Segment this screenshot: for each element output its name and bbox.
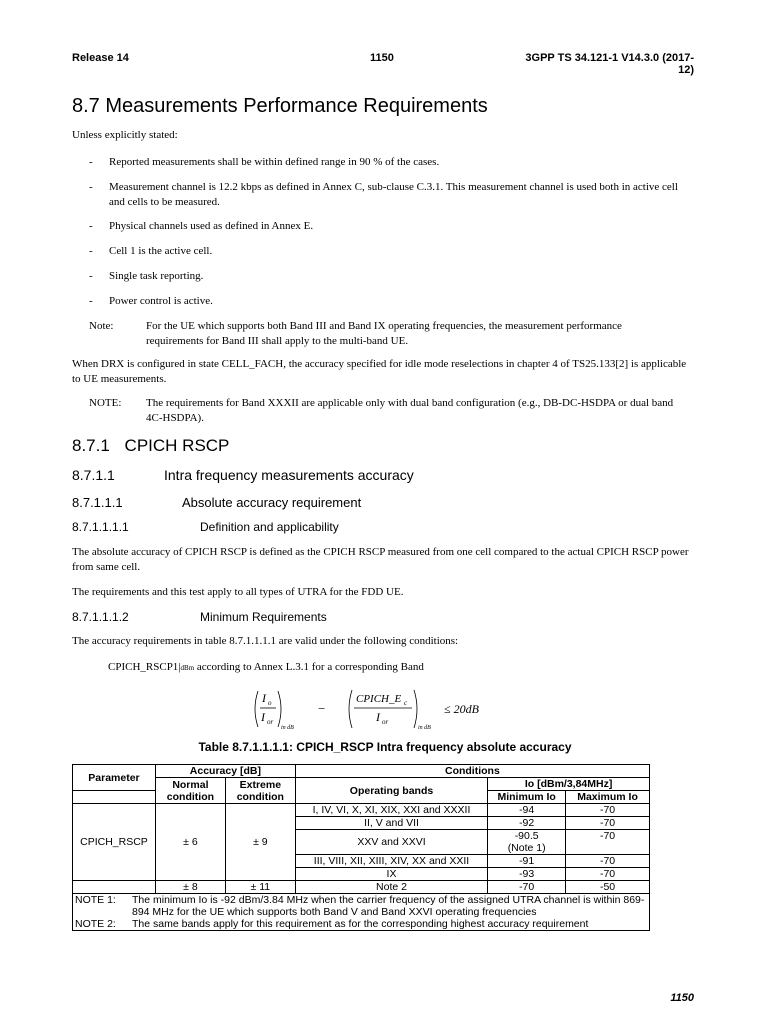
cell-parameter: CPICH_RSCP: [73, 804, 156, 881]
formula-lhs-numerator-sub: o: [268, 699, 272, 707]
cell-normal: ± 6: [155, 804, 225, 881]
cell-parameter-empty: [73, 881, 156, 894]
subsection-heading-871: [72, 436, 692, 458]
table-note-text: The minimum Io is -92 dBm/3.84 MHz when the carrier frequency of the assigned UTRA channel is within 869-894 MHz for the UE which supports both Band V and Band XXVI operating frequencies: [132, 894, 645, 918]
cell-extreme: ± 11: [225, 881, 295, 894]
formula-rhs-numerator-sub: c: [404, 699, 408, 707]
cell-max-io: -70: [566, 855, 650, 868]
subsection-heading-871112: [72, 610, 692, 626]
cell-bands: III, VIII, XII, XIII, XIV, XX and XXII: [295, 855, 487, 868]
cell-bands: I, IV, VI, X, XI, XIX, XXI and XXXII: [295, 804, 487, 817]
formula-lhs-numerator: I: [262, 691, 266, 705]
table-header-row: [73, 765, 650, 778]
cell-bands: XXV and XXVI: [295, 830, 487, 855]
section-number: 8.7: [72, 95, 100, 117]
accuracy-table: [72, 764, 650, 931]
table-note: [75, 894, 647, 918]
cell-min-io: [488, 830, 566, 855]
heading-title: Intra frequency measurements accuracy: [164, 467, 414, 483]
applicability-paragraph: The requirements and this test apply to all types of UTRA for the FDD UE.: [72, 586, 404, 598]
cell-min-io: -70: [488, 881, 566, 894]
header-parameter-spacer: [73, 791, 156, 804]
cpich-subscript: dBm: [180, 664, 195, 672]
header-max-io: Maximum Io: [566, 791, 650, 804]
heading-number: 8.7.1.1.1: [72, 495, 123, 510]
note-label: NOTE:: [89, 397, 122, 409]
section-heading: [72, 95, 692, 121]
formula-lhs-unit: in dB: [281, 725, 294, 731]
cell-max-io: -70: [566, 804, 650, 817]
table-caption: Table 8.7.1.1.1.1: CPICH_RSCP Intra frequency absolute accuracy: [198, 740, 572, 754]
formula-rhs-numerator: CPICH_E: [356, 693, 402, 705]
drx-paragraph: When DRX is configured in state CELL_FACH, the accuracy specified for idle mode reselections in chapter 4 of TS25.133[2] is applicable to UE measurements.: [72, 358, 687, 385]
subsection-heading-8711: [72, 467, 692, 487]
note-text: The requirements for Band XXXII are applicable only with dual band configuration (e.g., DB-DC-HSDPA or dual band 4C-HSDPA).: [146, 397, 674, 424]
cpich-text: according to Annex L.3.1 for a corresponding Band: [194, 661, 424, 673]
subsection-heading-87111: [72, 495, 692, 513]
footer-page-number: 1150: [670, 992, 694, 1004]
heading-number: 8.7.1.1: [72, 467, 115, 483]
header-normal: Normal condition: [155, 778, 225, 804]
table-note-label: NOTE 2:: [75, 918, 116, 930]
cell-min-io: -92: [488, 817, 566, 830]
cell-max-io: -70: [566, 830, 650, 855]
heading-title: Minimum Requirements: [200, 610, 327, 624]
header-accuracy: Accuracy [dB]: [155, 765, 295, 778]
cpich-condition-line: [108, 660, 688, 676]
heading-number: 8.7.1.1.1.1: [72, 520, 129, 534]
header-io: Io [dBm/3,84MHz]: [488, 778, 650, 791]
cell-extreme: ± 9: [225, 804, 295, 881]
formula-rhs-denominator-sub: or: [382, 718, 389, 726]
accuracy-condition-formula: [248, 686, 508, 732]
formula-lhs-denominator: I: [261, 710, 265, 724]
header-min-io: Minimum Io: [488, 791, 566, 804]
heading-title: Absolute accuracy requirement: [182, 495, 362, 510]
table-header-row: [73, 778, 650, 791]
cell-bands: Note 2: [295, 881, 487, 894]
cell-max-io: -50: [566, 881, 650, 894]
cell-min-io: -93: [488, 868, 566, 881]
cell-min-io-note: (Note 1): [507, 842, 546, 854]
header-conditions: Conditions: [295, 765, 649, 778]
formula-rhs-denominator: I: [376, 710, 380, 724]
cpich-label: CPICH_RSCP1|: [108, 661, 181, 673]
table-notes: [73, 894, 650, 931]
header-page-number: 1150: [370, 52, 394, 64]
subsection-heading-871111: [72, 520, 692, 536]
cell-bands: II, V and VII: [295, 817, 487, 830]
formula-minus: −: [318, 701, 326, 716]
cell-min-io: -91: [488, 855, 566, 868]
bullet-text: Power control is active.: [109, 295, 213, 307]
formula-rhs-unit: in dB: [418, 725, 431, 731]
section-title: Measurements Performance Requirements: [105, 95, 488, 117]
intro-text: Unless explicitly stated:: [72, 129, 178, 141]
cell-normal: ± 8: [155, 881, 225, 894]
bullet-text: Single task reporting.: [109, 270, 204, 282]
cell-min-io: -94: [488, 804, 566, 817]
heading-number: 8.7.1.1.1.2: [72, 610, 129, 624]
conditions-paragraph: The accuracy requirements in table 8.7.1.1.1.1 are valid under the following conditions:: [72, 635, 459, 647]
bullet-text: Measurement channel is 12.2 kbps as defined in Annex C, sub-clause C.3.1. This measurement channel is used both in active cell and cells to be measured.: [109, 181, 678, 208]
header-parameter: Parameter: [73, 765, 156, 791]
definition-paragraph: The absolute accuracy of CPICH RSCP is defined as the CPICH RSCP measured from one cell compared to the actual CPICH RSCP power from same cell.: [72, 546, 689, 573]
bullet-text: Reported measurements shall be within defined range in 90 % of the cases.: [109, 156, 440, 168]
header-release: Release 14: [72, 52, 129, 64]
heading-title: CPICH RSCP: [124, 436, 230, 455]
formula-relation: ≤ 20dB: [444, 702, 479, 716]
cell-max-io: -70: [566, 817, 650, 830]
table-notes-row: [73, 894, 650, 931]
cell-max-io: -70: [566, 868, 650, 881]
bullet-text: Physical channels used as defined in Annex E.: [109, 220, 314, 232]
note-text: For the UE which supports both Band III and Band IX operating frequencies, the measurement performance requirements for Band III shall apply to the multi-band UE.: [146, 320, 622, 347]
table-note-text: The same bands apply for this requirement as for the corresponding highest accuracy requirement: [132, 918, 589, 930]
table-note: [75, 918, 647, 930]
bullet-text: Cell 1 is the active cell.: [109, 245, 213, 257]
heading-number: 8.7.1: [72, 436, 110, 455]
formula-lhs-denominator-sub: or: [267, 718, 274, 726]
table-row: [73, 881, 650, 894]
table-note-label: NOTE 1:: [75, 894, 116, 906]
header-spec: 3GPP TS 34.121-1 V14.3.0 (2017-12): [525, 52, 694, 76]
header-extreme: Extreme condition: [225, 778, 295, 804]
cell-min-io-value: -90.5: [514, 830, 539, 842]
table-row: [73, 804, 650, 817]
cell-bands: IX: [295, 868, 487, 881]
heading-title: Definition and applicability: [200, 520, 339, 534]
header-operating-bands: Operating bands: [295, 778, 487, 804]
note-label: Note:: [89, 320, 114, 332]
